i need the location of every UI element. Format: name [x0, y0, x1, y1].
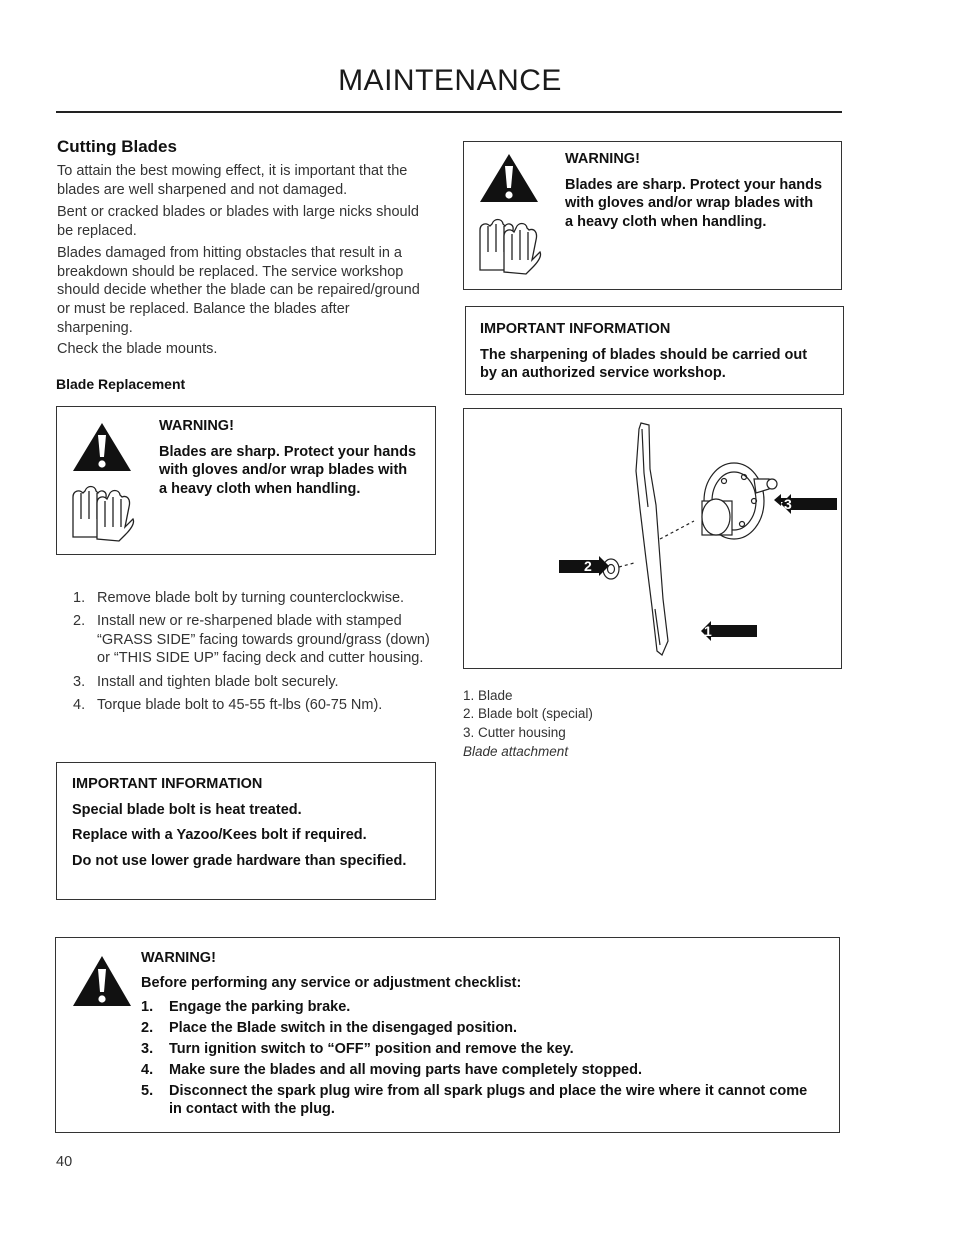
callout-1-label: 1	[704, 623, 712, 639]
important-line-2: Replace with a Yazoo/Kees bolt if required.	[72, 827, 367, 844]
checklist-intro: Before performing any service or adjustment checklist:	[141, 974, 522, 991]
checklist-item: 1. Engage the parking brake.	[141, 999, 351, 1016]
step-item: 1. Remove blade bolt by turning counterclockwise.	[73, 590, 405, 606]
callout-2-arrow	[559, 560, 599, 573]
service-checklist	[141, 998, 821, 1119]
important-box-right	[465, 306, 844, 395]
warning-title: WARNING!	[159, 418, 234, 434]
important-text: The sharpening of blades should be carried out by an authorized service workshop.	[480, 346, 808, 382]
step-item: 2. Install new or re-sharpened blade with stamped “GRASS SIDE” facing towards ground/grass (down) or “THIS SIDE UP” facing deck and cutter housing.	[73, 613, 430, 667]
step-item: 4. Torque blade bolt to 45-55 ft-lbs (60-75 Nm).	[73, 696, 383, 713]
important-line-3: Do not use lower grade hardware than specified.	[72, 852, 407, 869]
legend-item: 1. Blade	[463, 688, 513, 703]
legend-item: 2. Blade bolt (special)	[463, 706, 593, 721]
subheading-blade-replacement: Blade Replacement	[56, 376, 186, 392]
blade-diagram	[464, 409, 841, 668]
section-heading: Cutting Blades	[57, 137, 177, 156]
blade-attachment-figure	[463, 408, 842, 669]
warning-box-bottom	[55, 937, 840, 1133]
callout-3-arrow	[791, 498, 837, 510]
figure-caption: Blade attachment	[463, 744, 569, 759]
callout-1-arrow	[711, 625, 757, 637]
callout-2-label: 2	[584, 558, 592, 574]
checklist-item: 4. Make sure the blades and all moving parts have completely stopped.	[141, 1061, 642, 1078]
intro-paragraph-3: Blades damaged from hitting obstacles that result in a breakdown should be replaced. The service workshop should decide whether the blade can be repaired/ground or must be replaced. Balance the blades after sharpening.	[57, 245, 420, 336]
intro-paragraph-1: To attain the best mowing effect, it is important that the blades are well sharpened and not damaged.	[57, 163, 408, 198]
callout-3-label: 3	[784, 496, 792, 512]
gloves-icon	[474, 212, 544, 276]
warning-title: WARNING!	[141, 950, 216, 966]
warning-triangle-icon	[478, 152, 540, 204]
warning-box-left	[56, 406, 436, 555]
warning-triangle-icon	[71, 954, 133, 1008]
page-number: 40	[56, 1154, 73, 1170]
important-title: IMPORTANT INFORMATION	[480, 321, 671, 337]
important-box-left	[56, 762, 436, 900]
step-item: 3. Install and tighten blade bolt securely.	[73, 673, 339, 690]
legend-item: 3. Cutter housing	[463, 725, 566, 740]
warning-title: WARNING!	[565, 151, 640, 167]
page-title: MAINTENANCE	[338, 64, 562, 97]
important-title: IMPORTANT INFORMATION	[72, 776, 263, 792]
warning-text: Blades are sharp. Protect your hands with gloves and/or wrap blades with a heavy cloth when handling.	[565, 176, 823, 230]
warning-triangle-icon	[71, 421, 133, 473]
intro-paragraph-4: Check the blade mounts.	[57, 341, 218, 357]
checklist-item: 5. Disconnect the spark plug wire from all spark plugs and place the wire where it cannot come in contact with the plug.	[141, 1082, 808, 1118]
warning-text: Blades are sharp. Protect your hands with gloves and/or wrap blades with a heavy cloth when handling.	[159, 443, 417, 497]
title-rule	[56, 111, 842, 113]
checklist-item: 3. Turn ignition switch to “OFF” position and remove the key.	[141, 1040, 574, 1057]
checklist-item: 2. Place the Blade switch in the disengaged position.	[141, 1020, 518, 1037]
gloves-icon	[67, 479, 137, 543]
important-line-1: Special blade bolt is heat treated.	[72, 801, 302, 818]
warning-box-right	[463, 141, 842, 290]
replacement-steps	[56, 589, 446, 719]
intro-paragraph-2: Bent or cracked blades or blades with large nicks should be replaced.	[57, 204, 419, 239]
